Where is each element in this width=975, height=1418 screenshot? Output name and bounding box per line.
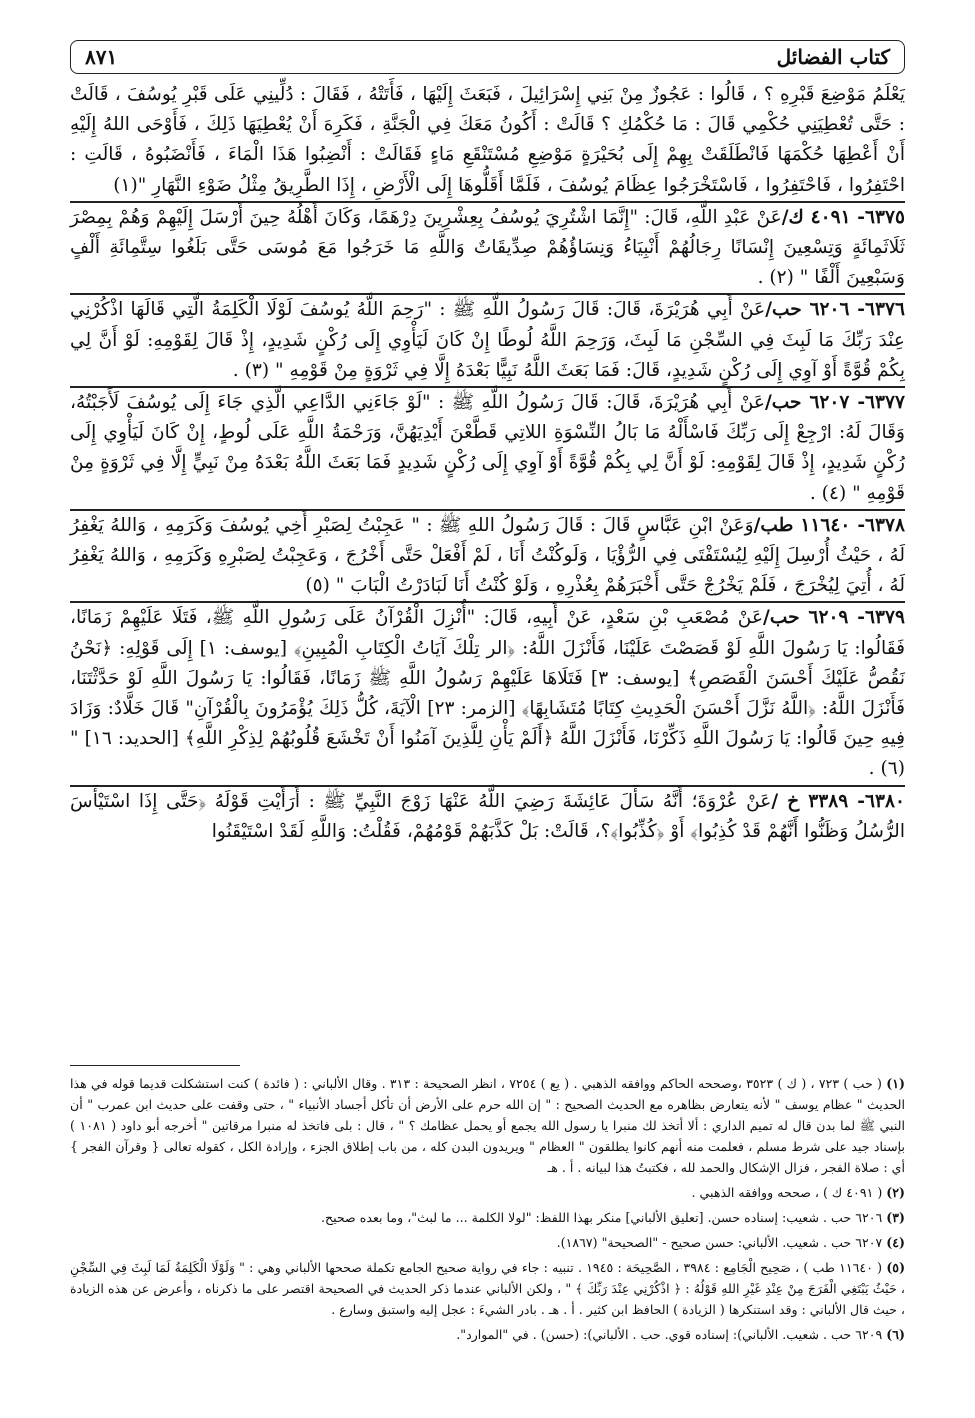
footnote-5 [70,1257,905,1320]
footnote-marker: (٣) [886,1210,905,1225]
book-page [70,40,905,1395]
footnote-text: ٦٢٠٦ حب . شعيب: إسناده حسن. [تعليق الألباني] منكر بهذا اللفظ: "لولا الكلمة ... ما لبث"، وما بعده صحيح. [321,1210,883,1225]
footnote-marker: (٤) [886,1235,905,1250]
footnote-6 [70,1324,905,1345]
footnote-divider [70,1065,240,1066]
hadith-number: ٦٣٧٨- ١١٦٤٠ طب/ [753,514,905,536]
page-number: ٨٧١ [85,45,118,69]
hadith-6375 [70,201,905,294]
footnotes [70,1073,905,1345]
footnote-text: ( ١١٦٤٠ طب ) ، صَحِيح الْجَامِع : ٣٩٨٤ ، الصَّحِيحَة : ١٩٤٥ . تنبيه : جاء في رواية صحيح الجامع تكملة صححها الألباني وهي : " وَلَوْلَا الْكَلِمَةُ لَمَا لَبِثَ فِي السِّجْنِ ، حَيْثُ يَبْتَغِي الْفَرَجَ مِنْ عِنْدِ غَيْرِ اللهِ قَوْلُهُ : ﴿ اذْكُرْنِي عِنْدَ رَبِّكَ ﴾ " ، ولكن الألباني عندما ذكر الحديث في الصحيحة اقتصر على ما ذكرناه ، وأعرض عن هذه الزيادة ، حيث قال الألباني : وقد استنكرها ( الزيادة ) الحافظ ابن كثير . أ . هـ . بادر الشيءَ : عجل إليه واستبق وسارع . [70,1260,905,1317]
hadith-6376 [70,293,905,386]
hadith-6378 [70,509,905,602]
footnote-4 [70,1232,905,1253]
hadith-number: ٦٣٧٧- ٦٢٠٧ حب/ [764,392,905,414]
hadith-6377 [70,386,905,509]
footnote-text: ( حب ) ٧٢٣ ، ( ك ) ٣٥٢٣ ،وصححه الحاكم ووافقه الذهبي . ( يع ) ٧٢٥٤ ، انظر الصحيحة : ٣١٣ . وقال الألباني : ( فائدة ) كنت استشكلت قديما قوله في هذا الحديث " عظام يوسف " لأنه يتعارض بظاهره مع الحديث الصحيح : " إن الله حرم على الأرض أن تأكل أجساد الأنبياء " ، حتى وقفت على حديث ابن عمرب " أن النبي ﷺ لما بدن قال له تميم الداري : ألا أتخذ لك منبرا يا رسول الله يجمع أو يحمل عظامك ؟ " ، قال : بلى فاتخذ له منبرا مرقاتين " أخرجه أبو داود ( ١٠٨١ ) بإسناد جيد على شرط مسلم ، فعلمت منه أنهم كانوا يطلقون " العظام " ويريدون البدن كله ، من باب إطلاق الجزء ، وإرادة الكل ، كقوله تعالى { وقرآن الفجر } أي : صلاة الفجر ، فزال الإشكال والحمد لله ، فكتبتُ هذا لبيانه . أ . هـ [70,1076,905,1175]
hadith-6379 [70,601,905,784]
continued-paragraph: يَعْلَمُ مَوْضِعَ قَبْرِهِ ؟ ، قَالُوا : عَجُوزٌ مِنْ بَنِي إِسْرَائِيلَ ، فَبَعَثَ إِلَيْهَا ، فَأَتَتْهُ ، فَقَالَ : دُلِّينِي عَلَى قَبْرِ يُوسُفَ ، قَالَتْ : حَتَّى تُعْطِيَنِي حُكْمِي قَالَ : مَا حُكْمُكِ ؟ قَالَتْ : أَكُونُ مَعَكَ فِي الْجَنَّةِ ، فَكَرِهَ أَنْ يُعْطِيَهَا ذَلِكَ ، فَأَوْحَى اللهُ إِلَيْهِ أَنْ أَعْطِهَا حُكْمَهَا فَانْطَلَقَتْ بِهِمْ إِلَى بُحَيْرَةٍ مَوْضِعِ مُسْتَنْقَعِ مَاءٍ فَقَالَتْ : أَنْضِبُوا هَذَا الْمَاءَ ، فَأَنْضَبُوهُ ، قَالَتِ : احْتَفِرُوا ، فَاحْتَفِرُوا ، فَاسْتَخْرَجُوا عِظَامَ يُوسُفَ ، فَلَمَّا أَقَلُّوهَا إِلَى الْأَرْضِ ، إِذَا الطَّرِيقُ مِثْلُ ضَوْءِ النَّهَارِ "(١) [70,84,905,196]
footnote-marker: (٦) [886,1327,905,1342]
book-title: كتاب الفضائل [776,45,890,69]
hadith-number: ٦٣٧٩- ٦٢٠٩ حب/ [763,607,905,629]
footnote-3 [70,1207,905,1228]
hadith-text-body: عَنْ مُصْعَبِ بْنِ سَعْدٍ، عَنْ أَبِيهِ، قَالَ: "أُنْزِلَ الْقُرْآنُ عَلَى رَسُولِ اللَّهِ ﷺ، فَتَلَا عَلَيْهِمْ زَمَانًا، فَقَالُوا: يَا رَسُولَ اللَّهِ لَوْ قَصَصْتَ عَلَيْنَا، فَأَنْزَلَ اللَّهُ: ﴿الر تِلْكَ آيَاتُ الْكِتَابِ الْمُبِينِ﴾ [يوسف: ١] إِلَى قَوْلِهِ: ﴿نَحْنُ نَقُصُّ عَلَيْكَ أَحْسَنَ الْقَصَصِ﴾ [يوسف: ٣] فَتَلَاهَا عَلَيْهِمْ رَسُولُ اللَّهِ ﷺ زَمَانًا، فَقَالُوا: يَا رَسُولَ اللَّهِ لَوْ حَدَّثْتَنَا، فَأَنْزَلَ اللَّهُ: ﴿اللَّهُ نَزَّلَ أَحْسَنَ الْحَدِيثِ كِتَابًا مُتَشَابِهًا﴾ [الزمر: ٢٣] الْآيَةَ، كُلُّ ذَلِكَ يُؤْمَرُونَ بِالْقُرْآنِ" قَالَ خَلَّادٌ: وَزَادَ فِيهِ حِينَ قَالُوا: يَا رَسُولَ اللَّهِ ذَكِّرْنَا، فَأَنْزَلَ اللَّهُ ﴿أَلَمْ يَأْنِ لِلَّذِينَ آمَنُوا أَنْ تَخْشَعَ قُلُوبُهُمْ لِذِكْرِ اللَّهِ﴾ [الحديد: ١٦] " (٦) . [70,607,905,780]
hadith-6380 [70,785,905,847]
footnote-text: ٦٢٠٧ حب . شعيب. الألباني: حسن صحيح - "الصحيحة" (١٨٦٧). [556,1235,883,1250]
footnote-text: ٦٢٠٩ حب . شعيب. الألباني): إسناده قوي. حب . الألباني): (حسن) . في "الموارد". [456,1327,883,1342]
hadith-number: ٦٣٧٦- ٦٢٠٦ حب/ [765,299,905,321]
footnote-1 [70,1073,905,1178]
footnote-marker: (٥) [886,1260,906,1275]
hadith-text-body: عَنْ عُرْوَةَ؛ أَنَّهُ سَأَلَ عَائِشَةَ رَضِيَ اللَّهُ عَنْهَا زَوْجَ النَّبِيِّ ﷺ : أَرَأَيْتِ قَوْلَهُ ﴿حَتَّى إِذَا اسْتَيْأَسَ الرُّسُلُ وَظَنُّوا أَنَّهُمْ قَدْ كُذِبُوا﴾ أَوْ ﴿كُذِّبُوا﴾؟، قَالَتْ: بَلْ كَذَّبَهُمْ قَوْمُهُمْ، فَقُلْتُ: وَاللَّهِ لَقَدْ اسْتَيْقَنُوا [70,790,905,842]
page-header [70,40,905,74]
footnote-2 [70,1182,905,1203]
hadith-text-body: وَعَنْ ابْنِ عَبَّاسٍ قَالَ : قَالَ رَسُولُ اللهِ ﷺ : " عَجِبْتُ لِصَبْرِ أَخِي يُوسُفَ وَكَرَمِهِ ، وَاللهُ يَغْفِرُ لَهُ ، حَيْثُ أُرْسِلَ إِلَيْهِ لِيُسْتَفْتَى فِي الرُّؤْيَا ، وَلَوكُنْتُ أَنَا ، لَمْ أَفْعَلْ حَتَّى أَخْرُجَ ، وَعَجِبْتُ لِصَبْرِهِ وَكَرَمِهِ ، وَاللهُ يَغْفِرُ لَهُ ، أُتِيَ لِيُخْرَجَ ، فَلَمْ يَخْرُجْ حَتَّى أَخْبَرَهُمْ بِعُذْرِهِ ، وَلَوْ كُنْتُ أَنَا لَبَادَرْتُ الْبَابَ " (٥) [70,514,905,597]
footnote-marker: (٢) [886,1185,905,1200]
footnote-marker: (١) [886,1076,905,1091]
footnote-text: ( ٤٠٩١ ك ) ، صححه ووافقه الذهبي . [691,1185,883,1200]
hadith-text-body: عَنْ أَبِي هُرَيْرَةَ، قَالَ: قَالَ رَسُولُ اللَّهِ ﷺ : "رَحِمَ اللَّهُ يُوسُفَ لَوْلَا الْكَلِمَةُ الَّتِي قَالَهَا اذْكُرْنِي عِنْدَ رَبِّكَ مَا لَبِثَ فِي السِّجْنِ مَا لَبِثَ، وَرَحِمَ اللَّهُ لُوطًا إِنْ كَانَ لَيَأْوِي إِلَى رُكْنٍ شَدِيدٍ، إِذْ قَالَ لِقَوْمِهِ: لَوْ أَنَّ لِي بِكُمْ قُوَّةً أَوْ آوِي إِلَى رُكْنٍ شَدِيدٍ، قَالَ: فَمَا بَعَثَ اللَّهُ نَبِيًّا بَعْدَهُ إِلَّا فِي ثَرْوَةٍ مِنْ قَوْمِهِ " (٣) . [70,299,905,381]
hadith-text-body: عَنْ أَبِي هُرَيْرَةَ، قَالَ: قَالَ رَسُولُ اللَّهِ ﷺ : "لَوْ جَاءَنِي الدَّاعِي الَّذِي جَاءَ إِلَى يُوسُفَ لَأَجَبْتُهُ، وَقَالَ لَهُ: ارْجِعْ إِلَى رَبِّكَ فَاسْأَلْهُ مَا بَالُ النِّسْوَةِ اللاتِي قَطَّعْنَ أَيْدِيَهُنَّ، وَرَحْمَةُ اللَّهِ عَلَى لُوطٍ، إِنْ كَانَ لَيَأْوِي إِلَى رُكْنٍ شَدِيدٍ، إِذْ قَالَ لِقَوْمِهِ: لَوْ أَنَّ لِي بِكُمْ قُوَّةً أَوْ آوِي إِلَى رُكْنٍ شَدِيدٍ فَمَا بَعَثَ اللَّهُ بَعْدَهُ مِنْ نَبِيٍّ إِلَّا فِي ثَرْوَةٍ مِنْ قَوْمِهِ " (٤) . [70,392,905,504]
hadith-number: ٦٣٨٠- ٣٣٨٩ خ / [771,790,905,812]
hadith-number: ٦٣٧٥- ٤٠٩١ ك/ [781,206,905,228]
hadith-text-body: عَنْ عَبْدِ اللَّهِ، قَالَ: "إِنَّمَا اشْتُرِيَ يُوسُفُ بِعِشْرِينَ دِرْهَمًا، وَكَانَ أَهْلُهُ حِينَ أَرْسَلَ إِلَيْهِمْ وَهُمْ بِمِصْرَ ثَلَاثَمِائَةٍ وَتِسْعِينَ إِنْسَانًا رِجَالُهُمْ أَنْبِيَاءُ وَنِسَاؤُهُمْ صِدِّيقَاتٌ وَاللَّهِ مَا خَرَجُوا مَعَ مُوسَى حَتَّى بَلَغُوا سِتَّمِائَةِ أَلْفٍ وَسَبْعِينَ أَلْفًا " (٢) . [70,206,905,289]
hadith-text [70,80,905,847]
